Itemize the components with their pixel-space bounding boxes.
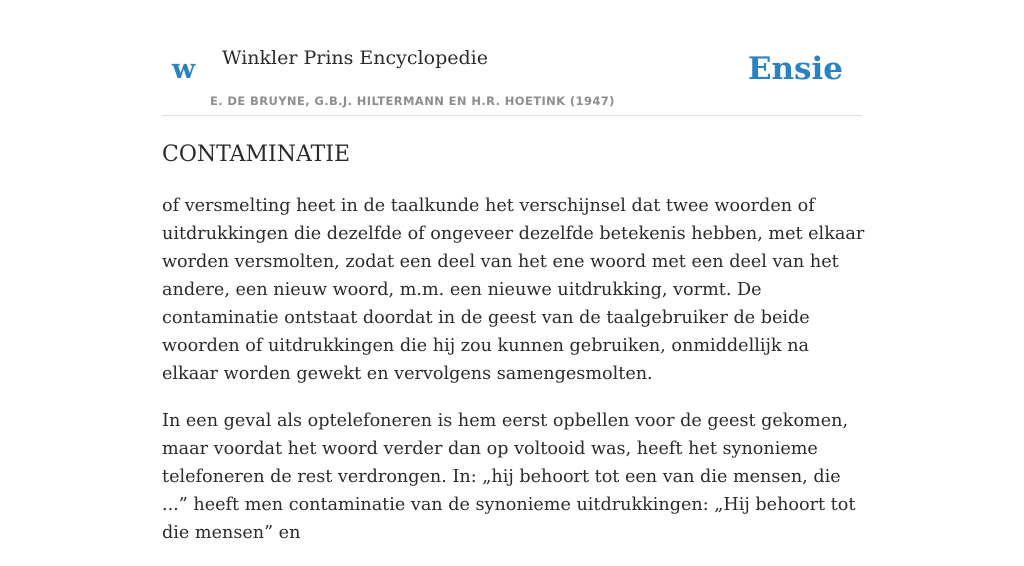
ensie-logo[interactable]: Ensie bbox=[747, 51, 843, 87]
entry-body bbox=[162, 192, 866, 566]
source-header bbox=[162, 0, 862, 116]
page bbox=[162, 0, 865, 543]
winkler-prins-logo[interactable]: w bbox=[172, 54, 196, 85]
entry-paragraph: In een geval als optelefoneren is hem eerst opbellen voor de geest gekomen, maar voordat het woord verder dan op voltooid was, heeft het synonieme telefoneren de rest verdrongen. In: „hij behoort tot een van die mensen, die ...” heeft men contaminatie van de synonieme uitdrukkingen: „Hij behoort tot die mensen” en bbox=[162, 411, 856, 543]
source-authors: E. DE BRUYNE, G.B.J. HILTERMANN EN H.R. HOETINK (1947) bbox=[210, 94, 615, 108]
source-title[interactable]: Winkler Prins Encyclopedie bbox=[222, 47, 488, 69]
entry-title: CONTAMINATIE bbox=[162, 142, 351, 167]
entry-paragraph: of versmelting heet in de taalkunde het verschijnsel dat twee woorden of uitdrukkingen die dezelfde of ongeveer dezelfde betekenis hebben, met elkaar worden versmolten, zodat een deel van het ene woord met een deel van het andere, een nieuw woord, m.m. een nieuwe uitdrukking, vormt. De contaminatie ontstaat doordat in de geest van de taalgebruiker de beide woorden of uitdrukkingen die hij zou kunnen gebruiken, onmiddellijk na elkaar worden gewekt en vervolgens samengesmolten. bbox=[162, 196, 865, 384]
